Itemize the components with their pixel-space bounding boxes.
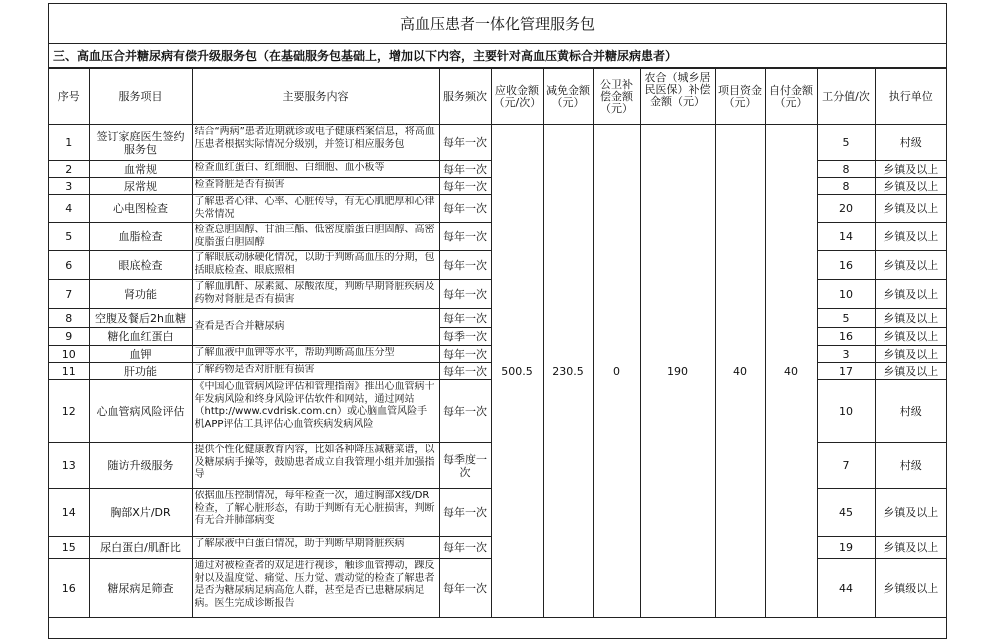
- cell-seq: 5: [49, 223, 89, 251]
- cell-seq: 10: [49, 346, 89, 363]
- cell-unit: 乡镇及以上: [875, 537, 946, 559]
- cell-unit: 乡镇及以上: [875, 363, 946, 380]
- cell-work-points: 16: [817, 251, 875, 280]
- cell-seq: 2: [49, 161, 89, 178]
- cell-unit: 村级: [875, 125, 946, 161]
- cell-work-points: 5: [817, 125, 875, 161]
- cell-seq: 11: [49, 363, 89, 380]
- cell-content: 了解血液中血钾等水平，帮助判断高血压分型: [192, 346, 439, 363]
- header-freq: 服务频次: [439, 69, 491, 125]
- header-content: 主要服务内容: [192, 69, 439, 125]
- cell-content: 了解血肌酐、尿素氮、尿酸浓度，判断早期肾脏疾病及药物对肾脏是否有损害: [192, 280, 439, 309]
- cell-freq: 每季度一次: [439, 443, 491, 489]
- cell-content: 了解尿液中白蛋白情况，助于判断早期肾脏疾病: [192, 537, 439, 559]
- cell-content: 结合“两病”患者近期就诊或电子健康档案信息，将高血压患者根据实际情况分级别，并签订相应服务包: [192, 125, 439, 161]
- cell-freq: 每年一次: [439, 195, 491, 223]
- header-self-pay: 自付金额（元）: [765, 69, 817, 125]
- cell-item: 眼底检查: [89, 251, 192, 280]
- cell-work-points: 3: [817, 346, 875, 363]
- cell-freq: 每年一次: [439, 489, 491, 537]
- cell-ncms: 190: [640, 125, 715, 618]
- header-row: [49, 69, 946, 125]
- cell-item: 肾功能: [89, 280, 192, 309]
- cell-item: 肝功能: [89, 363, 192, 380]
- cell-unit: 乡镇及以上: [875, 178, 946, 195]
- cell-content: 查看是否合并糖尿病: [192, 309, 439, 346]
- cell-freq: 每年一次: [439, 537, 491, 559]
- cell-unit: 乡镇及以上: [875, 195, 946, 223]
- cell-item: 心血管病风险评估: [89, 380, 192, 443]
- cell-self-pay: 40: [765, 125, 817, 618]
- table-row: [49, 125, 946, 161]
- cell-work-points: 17: [817, 363, 875, 380]
- cell-content: 通过对被检查者的双足进行视诊，触诊血管搏动，踝反射以及温度觉、痛觉、压力觉、震动觉的检查了解患者是否为糖尿病足病高危人群，甚至是否已患糖尿病足病。医生完成诊断报告: [192, 559, 439, 618]
- cell-freq: 每年一次: [439, 251, 491, 280]
- cell-item: 尿常规: [89, 178, 192, 195]
- header-reduction: 减免金额（元）: [543, 69, 593, 125]
- cell-work-points: 5: [817, 309, 875, 328]
- cell-item: 随访升级服务: [89, 443, 192, 489]
- cell-freq: 每年一次: [439, 280, 491, 309]
- cell-content: 了解药物是否对肝脏有损害: [192, 363, 439, 380]
- cell-item: 签订家庭医生签约服务包: [89, 125, 192, 161]
- cell-public-health: 0: [593, 125, 640, 618]
- cell-freq: 每年一次: [439, 309, 491, 328]
- cell-content: 依据血压控制情况，每年检查一次，通过胸部X线/DR检查，了解心脏形态，有助于判断有无心脏损害，判断有无合并肺部病变: [192, 489, 439, 537]
- cell-seq: 8: [49, 309, 89, 328]
- cell-freq: 每年一次: [439, 125, 491, 161]
- cell-project-fund: 40: [715, 125, 765, 618]
- cell-receivable: 500.5: [491, 125, 543, 618]
- cell-freq: 每年一次: [439, 363, 491, 380]
- cell-unit: 乡镇及以上: [875, 489, 946, 537]
- header-item: 服务项目: [89, 69, 192, 125]
- cell-item: 心电图检查: [89, 195, 192, 223]
- cell-unit: 乡镇及以上: [875, 346, 946, 363]
- cell-freq: 每年一次: [439, 161, 491, 178]
- cell-freq: 每年一次: [439, 178, 491, 195]
- cell-seq: 3: [49, 178, 89, 195]
- header-seq: 序号: [49, 69, 89, 125]
- cell-work-points: 44: [817, 559, 875, 618]
- header-project-fund: 项目资金（元）: [715, 69, 765, 125]
- cell-seq: 6: [49, 251, 89, 280]
- cell-work-points: 14: [817, 223, 875, 251]
- cell-content: 了解患者心律、心率、心脏传导，有无心肌肥厚和心律失常情况: [192, 195, 439, 223]
- cell-content: 提供个性化健康教育内容，比如各种降压减糖菜谱，以及糖尿病手操等，鼓励患者成立自我管理小组并加强指导: [192, 443, 439, 489]
- cell-item: 血钾: [89, 346, 192, 363]
- cell-content: 《中国心血管病风险评估和管理指南》推出心血管病十年发病风险和终身风险评估软件和网站，通过网站（http://www.cvdrisk.com.cn）或心脑血管风险手机APP评估工具评估心血管疾病发病风险: [192, 380, 439, 443]
- cell-work-points: 45: [817, 489, 875, 537]
- cell-work-points: 7: [817, 443, 875, 489]
- cell-work-points: 10: [817, 380, 875, 443]
- cell-item: 血脂检查: [89, 223, 192, 251]
- cell-content: 检查血红蛋白、红细胞、白细胞、血小板等: [192, 161, 439, 178]
- cell-unit: 乡镇及以上: [875, 309, 946, 328]
- cell-unit: 村级: [875, 380, 946, 443]
- cell-item: 血常规: [89, 161, 192, 178]
- cell-reduction: 230.5: [543, 125, 593, 618]
- cell-unit: 乡镇及以上: [875, 251, 946, 280]
- cell-seq: 16: [49, 559, 89, 618]
- cell-seq: 13: [49, 443, 89, 489]
- service-table: [49, 68, 946, 618]
- cell-work-points: 10: [817, 280, 875, 309]
- cell-freq: 每年一次: [439, 559, 491, 618]
- cell-item: 糖尿病足筛查: [89, 559, 192, 618]
- cell-item: 尿白蛋白/肌酐比: [89, 537, 192, 559]
- cell-content: 检查肾脏是否有损害: [192, 178, 439, 195]
- cell-content: 检查总胆固醇、甘油三酯、低密度脂蛋白胆固醇、高密度脂蛋白胆固醇: [192, 223, 439, 251]
- cell-seq: 14: [49, 489, 89, 537]
- cell-seq: 7: [49, 280, 89, 309]
- cell-freq: 每年一次: [439, 223, 491, 251]
- cell-content: 了解眼底动脉硬化情况，以助于判断高血压的分期，包括眼底检查、眼底照相: [192, 251, 439, 280]
- header-work-points: 工分值/次: [817, 69, 875, 125]
- section-heading: 三、高血压合并糖尿病有偿升级服务包（在基础服务包基础上，增加以下内容，主要针对高血压黄标合并糖尿病患者）: [49, 44, 946, 68]
- cell-item: 胸部X片/DR: [89, 489, 192, 537]
- cell-work-points: 20: [817, 195, 875, 223]
- service-package-sheet: [48, 3, 947, 639]
- cell-unit: 乡镇及以上: [875, 161, 946, 178]
- cell-seq: 9: [49, 328, 89, 346]
- cell-freq: 每季一次: [439, 328, 491, 346]
- cell-item: 糖化血红蛋白: [89, 328, 192, 346]
- cell-freq: 每年一次: [439, 380, 491, 443]
- cell-work-points: 8: [817, 161, 875, 178]
- cell-work-points: 16: [817, 328, 875, 346]
- cell-seq: 15: [49, 537, 89, 559]
- header-unit: 执行单位: [875, 69, 946, 125]
- cell-seq: 4: [49, 195, 89, 223]
- cell-work-points: 8: [817, 178, 875, 195]
- cell-unit: 村级: [875, 443, 946, 489]
- cell-unit: 乡镇及以上: [875, 328, 946, 346]
- header-ncms: 农合（城乡居民医保）补偿金额（元）: [640, 69, 715, 125]
- cell-seq: 12: [49, 380, 89, 443]
- cell-seq: 1: [49, 125, 89, 161]
- cell-item: 空腹及餐后2h血糖: [89, 309, 192, 328]
- cell-freq: 每年一次: [439, 346, 491, 363]
- header-public-health: 公卫补偿金额（元）: [593, 69, 640, 125]
- cell-unit: 乡镇及以上: [875, 280, 946, 309]
- cell-unit: 乡镇级以上: [875, 559, 946, 618]
- cell-unit: 乡镇及以上: [875, 223, 946, 251]
- page-title: 高血压患者一体化管理服务包: [49, 4, 946, 44]
- cell-work-points: 19: [817, 537, 875, 559]
- header-receivable: 应收金额（元/次）: [491, 69, 543, 125]
